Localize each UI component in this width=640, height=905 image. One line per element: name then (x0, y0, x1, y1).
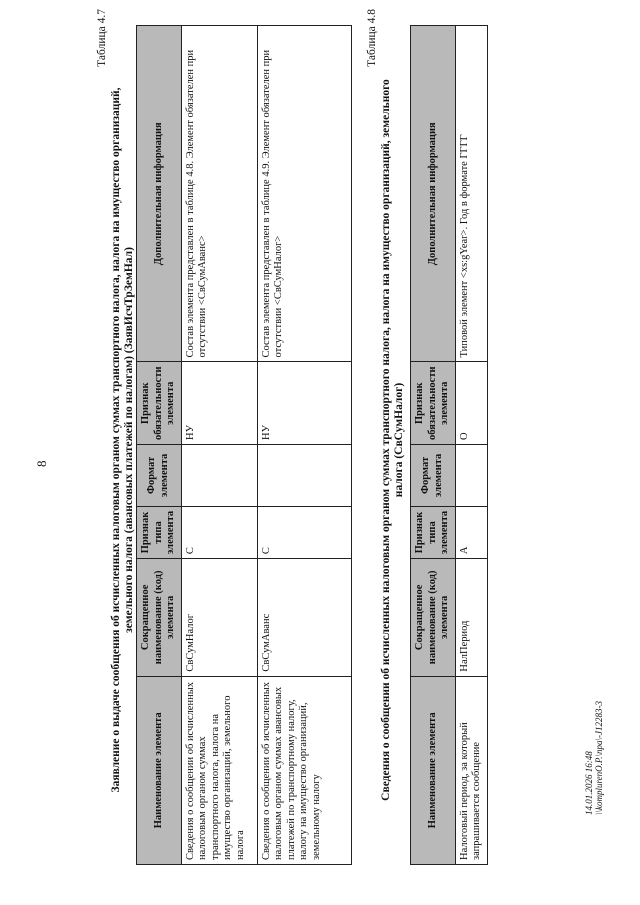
page-number: 8 (34, 460, 49, 467)
table1-header-cell: Признак типа элемента (137, 506, 182, 558)
table1 (136, 25, 352, 865)
table2-header-cell: Признак обязательности элемента (411, 362, 456, 445)
element-type-cell: С (181, 506, 257, 558)
element-required-cell: НУ (257, 362, 351, 445)
element-code-cell: СвСумНалог (181, 559, 257, 676)
element-required-cell: О (455, 362, 487, 445)
element-info-cell: Состав элемента представлен в таблице 4.8. Элемент обязателен при отсутствии <СвСумАванс> (181, 26, 257, 362)
table1-title-line1: Заявление о выдаче сообщения об исчисленных налоговым органом суммах транспортного налога, налога на имущество организаций, (110, 87, 122, 793)
element-name-cell: Налоговый период, за который запрашивается сообщение (455, 676, 487, 864)
footer-stamp (584, 701, 604, 815)
element-type-cell: С (257, 506, 351, 558)
element-format-cell (455, 445, 487, 507)
table-row (257, 26, 351, 865)
table2 (410, 25, 488, 865)
table2-header-cell: Формат элемента (411, 445, 456, 507)
element-type-cell: А (455, 506, 487, 558)
table2-label: Таблица 4.8 (366, 9, 378, 67)
table1-header-cell: Сокращенное наименование (код) элемента (137, 559, 182, 676)
table1-header-row (137, 26, 182, 865)
footer-path: \\komplurenO.P.\npa\-J12283-3 (594, 701, 604, 815)
table1-label: Таблица 4.7 (96, 9, 108, 67)
table2-title-line1: Сведения о сообщении об исчисленных налоговым органом суммах транспортного налога, налога на имущество организаций, земельного (380, 79, 392, 801)
table1-header-cell: Дополнительная информация (137, 26, 182, 362)
table1-title (110, 15, 136, 865)
element-info-cell: Состав элемента представлен в таблице 4.9. Элемент обязателен при отсутствии <СвСумНалог> (257, 26, 351, 362)
table1-header-cell: Наименование элемента (137, 676, 182, 864)
table2-header-cell: Наименование элемента (411, 676, 456, 864)
element-format-cell (181, 445, 257, 507)
table2-title (380, 15, 406, 865)
table2-header-cell: Дополнительная информация (411, 26, 456, 362)
footer-date: 14.01.2026 16:48 (584, 751, 594, 815)
table1-header-cell: Признак обязательности элемента (137, 362, 182, 445)
element-format-cell (257, 445, 351, 507)
table1-header-cell: Формат элемента (137, 445, 182, 507)
table2-title-line2: налога (СвСумНалог) (393, 382, 405, 498)
table2-header-cell: Сокращенное наименование (код) элемента (411, 559, 456, 676)
table-row (455, 26, 487, 865)
table1-title-line2: земельного налога (авансовых платежей по налогам) (ЗаявИсчТрЗемНал) (123, 247, 135, 633)
table2-header-cell: Признак типа элемента (411, 506, 456, 558)
element-code-cell: НалПериод (455, 559, 487, 676)
table2-header-row (411, 26, 456, 865)
element-info-cell: Типовой элемент <xs:gYear>. Год в формате ГГГГ (455, 26, 487, 362)
element-code-cell: СвСумАванс (257, 559, 351, 676)
element-required-cell: НУ (181, 362, 257, 445)
element-name-cell: Сведения о сообщении об исчисленных налоговым органом суммах транспортного налога, налога на имущество организаций, земельного налога (181, 676, 257, 864)
element-name-cell: Сведения о сообщении об исчисленных налоговым органом суммах авансовых платежей по транспортному налогу, налогу на имущество организаций, земельному налогу (257, 676, 351, 864)
table-row (181, 26, 257, 865)
